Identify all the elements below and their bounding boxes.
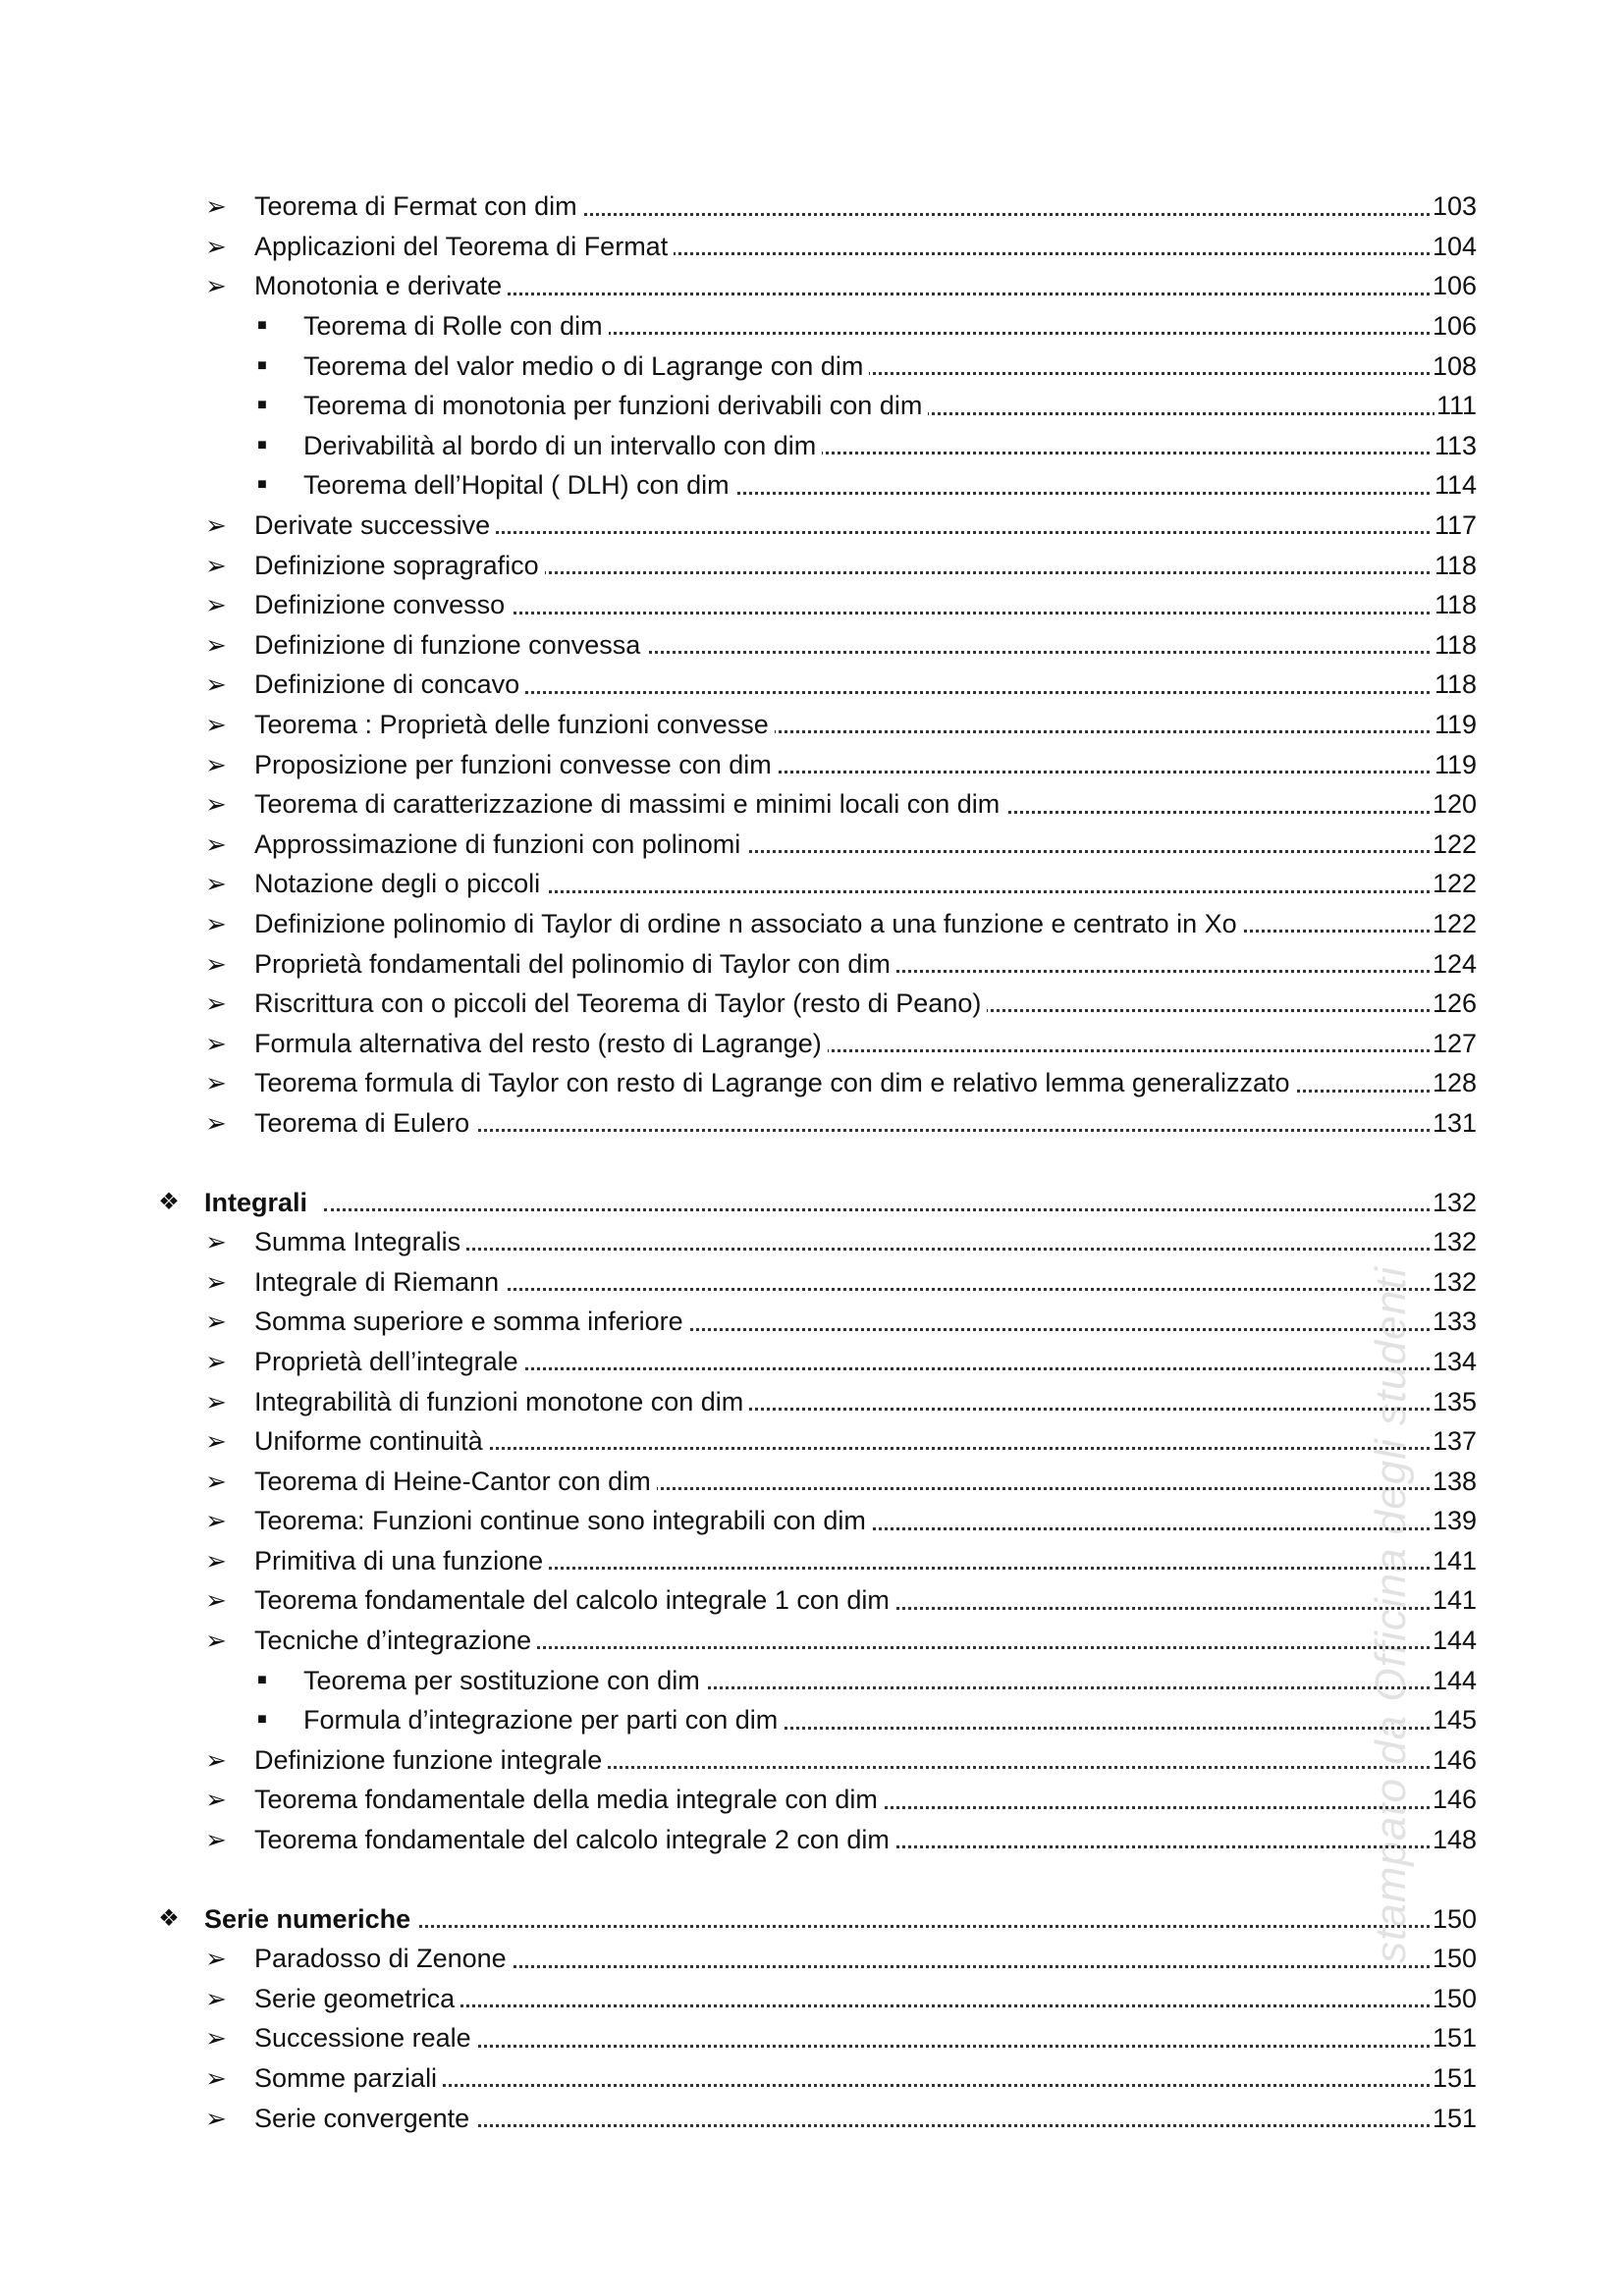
toc-entry-title: Teorema per sostituzione con dim: [303, 1661, 706, 1700]
square-bullet-icon: ■: [257, 317, 267, 335]
toc-page-number: 144: [1431, 1661, 1477, 1700]
toc-page-number: 132: [1431, 1262, 1477, 1302]
toc-entry: [0, 266, 1624, 306]
toc-page-number: 135: [1431, 1382, 1477, 1421]
toc-page-number: 106: [1431, 266, 1477, 305]
toc-entry: [0, 426, 1624, 466]
toc-entry-title: Notazione degli o piccoli: [254, 864, 546, 903]
arrow-bullet-icon: ➢: [205, 1028, 227, 1058]
toc-entry: [0, 2098, 1624, 2138]
toc-entry: [0, 784, 1624, 825]
toc-entry-title: Somme parziali: [254, 2058, 443, 2098]
toc-entry: [0, 346, 1624, 386]
toc-entry-title: Formula alternativa del resto (resto di Lagrange): [254, 1024, 828, 1063]
toc-entry-title: Proprietà dell’integrale: [254, 1342, 524, 1381]
toc-page-number: 128: [1431, 1063, 1477, 1102]
toc-entry: [0, 864, 1624, 904]
toc-entry-title: Successione reale: [254, 2018, 477, 2057]
dot-leader: [324, 1129, 1477, 1132]
dot-leader: [324, 1447, 1477, 1450]
arrow-bullet-icon: ➢: [205, 1107, 227, 1138]
arrow-bullet-icon: ➢: [205, 1068, 227, 1098]
toc-page-number: 138: [1431, 1462, 1477, 1501]
toc-entry: [0, 744, 1624, 784]
toc-entry-title: Monotonia e derivate: [254, 266, 508, 305]
toc-page-number: 150: [1431, 1939, 1477, 1978]
toc-page-number: 127: [1431, 1024, 1477, 1063]
toc-page-number: 148: [1431, 1820, 1477, 1859]
arrow-bullet-icon: ➢: [205, 1386, 227, 1416]
toc-entry-title: Teorema del valor medio o di Lagrange con dim: [303, 347, 869, 386]
toc-page-number: 122: [1431, 904, 1477, 943]
toc-page-number: 113: [1433, 426, 1477, 465]
toc-entry-title: Teorema di Heine-Cantor con dim: [254, 1462, 657, 1501]
toc-entry-title: Definizione convesso: [254, 585, 511, 624]
toc-page-number: 118: [1433, 546, 1477, 585]
toc-page-number: 106: [1431, 306, 1477, 346]
arrow-bullet-icon: ➢: [205, 1426, 227, 1457]
arrow-bullet-icon: ➢: [205, 1466, 227, 1496]
toc-entry: [0, 465, 1624, 506]
dot-leader: [324, 2004, 1477, 2007]
arrow-bullet-icon: ➢: [205, 948, 227, 979]
toc-page-number: 118: [1433, 585, 1477, 624]
toc-entry-title: Derivate successive: [254, 506, 496, 545]
dot-leader: [324, 1925, 1477, 1928]
arrow-bullet-icon: ➢: [205, 1266, 227, 1297]
toc-entry-title: Serie convergente: [254, 2099, 475, 2138]
toc-entry-title: Teorema fondamentale del calcolo integrale 1 con dim: [254, 1580, 895, 1620]
toc-page-number: 119: [1433, 705, 1477, 744]
toc-entry-title: Definizione di concavo: [254, 665, 525, 704]
toc-page-number: 146: [1431, 1740, 1477, 1780]
arrow-bullet-icon: ➢: [205, 710, 227, 740]
toc-page-number: 118: [1433, 625, 1477, 665]
toc-entry-title: Proposizione per funzioni convesse con dim: [254, 745, 778, 784]
square-bullet-icon: ■: [257, 397, 267, 414]
toc-entry-title: Approssimazione di funzioni con polinomi: [254, 825, 746, 864]
arrow-bullet-icon: ➢: [205, 1506, 227, 1536]
toc-page-number: 132: [1431, 1222, 1477, 1261]
arrow-bullet-icon: ➢: [205, 629, 227, 660]
toc-page-number: 141: [1431, 1580, 1477, 1620]
toc-entry: [0, 585, 1624, 625]
toc-page-number: 104: [1431, 227, 1477, 266]
toc-page-number: 139: [1431, 1501, 1477, 1540]
toc-page-number: 120: [1431, 784, 1477, 824]
toc-page-number: 150: [1431, 1979, 1477, 2018]
toc-page-number: 114: [1433, 465, 1477, 505]
arrow-bullet-icon: ➢: [205, 2103, 227, 2133]
arrow-bullet-icon: ➢: [205, 1346, 227, 1376]
toc-entry: [0, 625, 1624, 666]
toc-entry-title: Paradosso di Zenone: [254, 1939, 513, 1978]
square-bullet-icon: ■: [257, 1671, 267, 1688]
arrow-bullet-icon: ➢: [205, 231, 227, 261]
toc-entry-title: Teorema formula di Taylor con resto di Lagrange con dim e relativo lemma generalizzato: [254, 1063, 1296, 1102]
toc-entry-title: Definizione di funzione convessa: [254, 625, 646, 665]
arrow-bullet-icon: ➢: [205, 1944, 227, 1974]
arrow-bullet-icon: ➢: [205, 1585, 227, 1616]
arrow-bullet-icon: ➢: [205, 789, 227, 820]
toc-page-number: 111: [1435, 386, 1477, 425]
toc-page-number: 131: [1431, 1103, 1477, 1143]
toc-entry-title: Teorema di Fermat con dim: [254, 187, 583, 226]
toc-entry-title: Primitiva di una funzione: [254, 1541, 549, 1580]
square-bullet-icon: ■: [257, 356, 267, 374]
toc-entry-title: Teorema dell’Hopital ( DLH) con dim: [303, 465, 735, 505]
toc-entry-title: Applicazioni del Teorema di Fermat: [254, 227, 674, 266]
arrow-bullet-icon: ➢: [205, 510, 227, 541]
toc-entry-title: Serie numeriche: [204, 1899, 416, 1939]
toc-entry-title: Integrabilità di funzioni monotone con dim: [254, 1382, 749, 1421]
dot-leader: [324, 1208, 1477, 1211]
toc-entry-title: Integrale di Riemann: [254, 1262, 505, 1302]
toc-entry: [0, 2058, 1624, 2099]
toc-entry: [0, 506, 1624, 546]
toc-entry-title: Teorema fondamentale della media integrale con dim: [254, 1780, 884, 1819]
toc-page-number: 118: [1433, 665, 1477, 704]
toc-page-number: 151: [1431, 2018, 1477, 2057]
arrow-bullet-icon: ➢: [205, 828, 227, 859]
toc-entry-title: Summa Integralis: [254, 1222, 466, 1261]
toc-page-number: 146: [1431, 1780, 1477, 1819]
toc-entry: [0, 545, 1624, 585]
toc-entry-title: Serie geometrica: [254, 1979, 460, 2018]
diamond-bullet-icon: ❖: [158, 1904, 180, 1932]
watermark: stampato da Officina degli studenti: [1367, 1265, 1415, 1963]
toc-entry-title: Teorema di Eulero: [254, 1103, 475, 1143]
arrow-bullet-icon: ➢: [205, 749, 227, 779]
toc-page-number: 137: [1431, 1421, 1477, 1461]
arrow-bullet-icon: ➢: [205, 1626, 227, 1656]
toc-entry-title: Derivabilità al bordo di un intervallo con dim: [303, 426, 822, 465]
toc-entry-title: Teorema fondamentale del calcolo integrale 2 con dim: [254, 1820, 895, 1859]
dot-leader: [324, 2084, 1477, 2087]
toc-entry-title: Somma superiore e somma inferiore: [254, 1302, 689, 1341]
arrow-bullet-icon: ➢: [205, 590, 227, 620]
toc-page-number: 122: [1431, 864, 1477, 903]
toc-page-number: 150: [1431, 1899, 1477, 1939]
arrow-bullet-icon: ➢: [205, 1825, 227, 1855]
toc-page-number: 132: [1431, 1183, 1477, 1222]
toc-page-number: 141: [1431, 1541, 1477, 1580]
toc-page-number: 122: [1431, 825, 1477, 864]
toc-entry-title: Teorema di caratterizzazione di massimi e minimi locali con dim: [254, 784, 1005, 824]
toc-entry: [0, 1979, 1624, 2019]
arrow-bullet-icon: ➢: [205, 1227, 227, 1257]
toc-page-number: 117: [1433, 506, 1477, 545]
toc-entry: [0, 187, 1624, 227]
arrow-bullet-icon: ➢: [205, 669, 227, 700]
toc-entry-title: Formula d’integrazione per parti con dim: [303, 1700, 784, 1739]
toc-entry: [0, 2018, 1624, 2058]
toc-entry-title: Tecniche d’integrazione: [254, 1621, 537, 1660]
toc-entry-title: Integrali: [204, 1183, 313, 1222]
toc-entry-title: Riscrittura con o piccoli del Teorema di Taylor (resto di Peano): [254, 984, 987, 1023]
diamond-bullet-icon: ❖: [158, 1188, 180, 1215]
dot-leader: [324, 2124, 1477, 2127]
arrow-bullet-icon: ➢: [205, 1545, 227, 1575]
square-bullet-icon: ■: [257, 476, 267, 494]
toc-page-number: 145: [1431, 1700, 1477, 1739]
arrow-bullet-icon: ➢: [205, 550, 227, 580]
square-bullet-icon: ■: [257, 436, 267, 454]
toc-page-number: 119: [1433, 745, 1477, 784]
dot-leader: [324, 1248, 1477, 1251]
toc-entry: [0, 705, 1624, 745]
toc-page-number: 151: [1431, 2058, 1477, 2098]
toc-page-number: 151: [1431, 2099, 1477, 2138]
dot-leader: [324, 531, 1477, 534]
dot-leader: [324, 2045, 1477, 2048]
toc-entry: [0, 904, 1624, 944]
toc-entry-title: Uniforme continuità: [254, 1421, 489, 1461]
toc-entry-title: Definizione polinomio di Taylor di ordine n associato a una funzione e centrato in Xo: [254, 904, 1243, 943]
arrow-bullet-icon: ➢: [205, 2023, 227, 2054]
toc-entry-title: Definizione funzione integrale: [254, 1740, 608, 1780]
arrow-bullet-icon: ➢: [205, 1744, 227, 1775]
arrow-bullet-icon: ➢: [205, 1785, 227, 1815]
toc-page-number: 108: [1431, 347, 1477, 386]
toc-page-number: 103: [1431, 187, 1477, 226]
toc-entry-title: Teorema : Proprietà delle funzioni convesse: [254, 705, 775, 744]
toc-entry-title: Definizione sopragrafico: [254, 546, 545, 585]
toc-entry: [0, 943, 1624, 984]
toc-entry-title: Teorema di Rolle con dim: [303, 306, 609, 346]
toc-page-number: 134: [1431, 1342, 1477, 1381]
toc-page-number: 126: [1431, 984, 1477, 1023]
toc-entry: [0, 306, 1624, 347]
toc-entry-title: Teorema di monotonia per funzioni derivabili con dim: [303, 386, 928, 425]
toc-entry-title: Teorema: Funzioni continue sono integrabili con dim: [254, 1501, 872, 1540]
arrow-bullet-icon: ➢: [205, 1983, 227, 2013]
toc-entry: [0, 825, 1624, 865]
arrow-bullet-icon: ➢: [205, 2063, 227, 2094]
square-bullet-icon: ■: [257, 1711, 267, 1729]
arrow-bullet-icon: ➢: [205, 988, 227, 1019]
arrow-bullet-icon: ➢: [205, 908, 227, 938]
toc-page-number: 124: [1431, 944, 1477, 984]
arrow-bullet-icon: ➢: [205, 869, 227, 899]
toc-entry-title: Proprietà fondamentali del polinomio di Taylor con dim: [254, 944, 896, 984]
arrow-bullet-icon: ➢: [205, 191, 227, 222]
toc-entry: [0, 227, 1624, 267]
toc-entry: [0, 386, 1624, 426]
arrow-bullet-icon: ➢: [205, 1307, 227, 1337]
toc-page-number: 133: [1431, 1302, 1477, 1341]
toc-page-number: 144: [1431, 1621, 1477, 1660]
toc-entry: [0, 665, 1624, 705]
arrow-bullet-icon: ➢: [205, 271, 227, 301]
